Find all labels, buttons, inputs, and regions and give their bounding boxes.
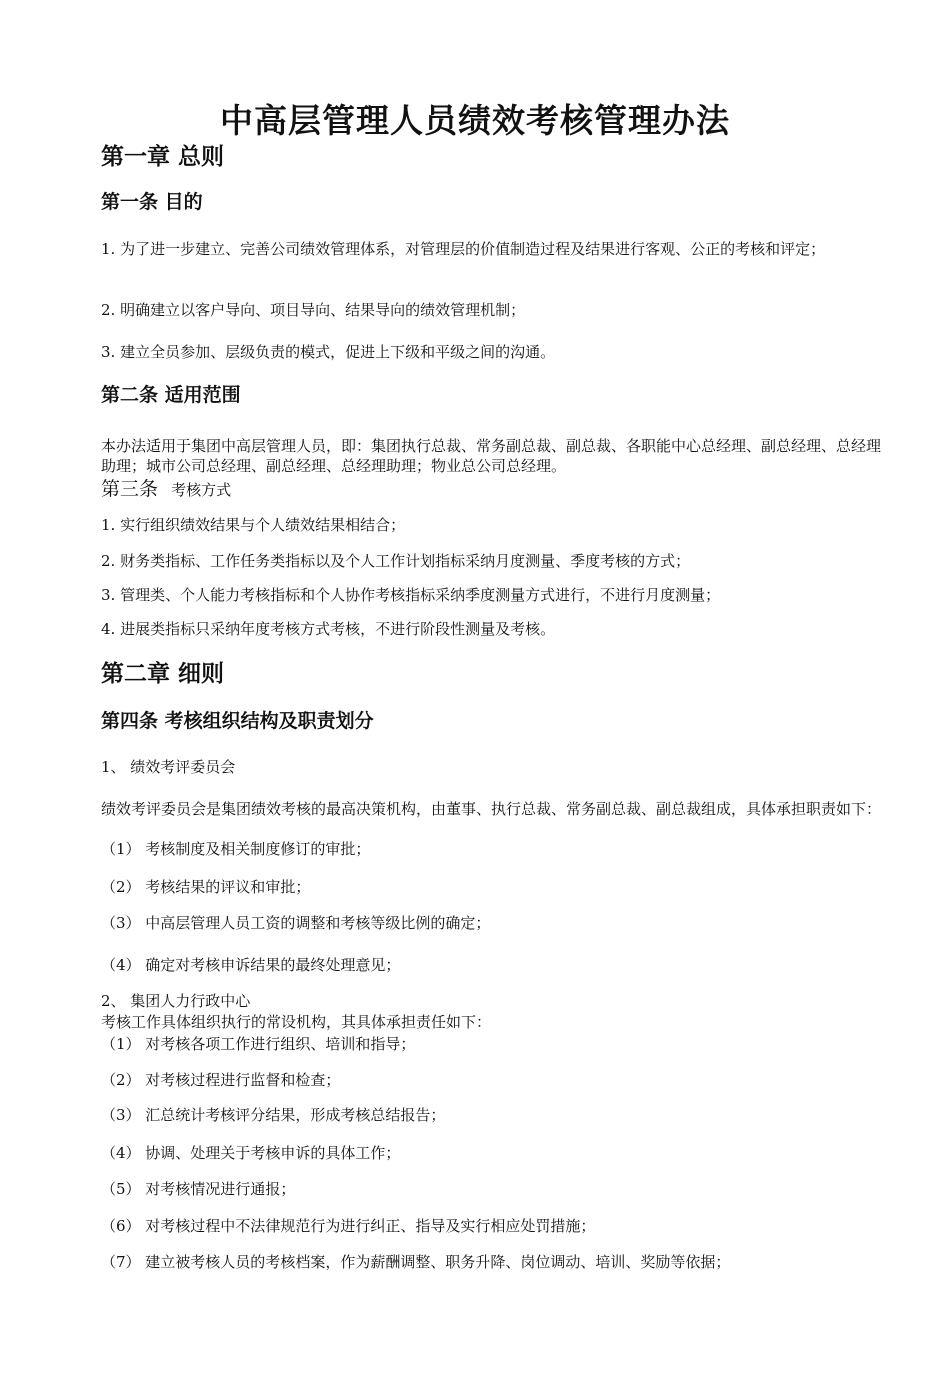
document-title: 中高层管理人员绩效考核管理办法 xyxy=(220,101,730,140)
section-2-item-4: （4） 协调、处理关于考核申诉的具体工作； xyxy=(101,1144,401,1162)
article-3-item-3: 3. 管理类、个人能力考核指标和个人协作考核指标采纳季度测量方式进行，不进行月度测量； xyxy=(101,586,721,604)
article-3-heading-main: 第三条 xyxy=(101,478,159,500)
section-1-item-1: （1） 考核制度及相关制度修订的审批； xyxy=(101,840,371,858)
chapter-1-heading: 第一章 总则 xyxy=(101,143,225,170)
article-2-text: 本办法适用于集团中高层管理人员，即：集团执行总裁、常务副总裁、副总裁、各职能中心总经理、副总经理、总经理助理；城市公司总经理、副总经理、总经理助理；物业总公司总经理。 xyxy=(101,437,882,475)
article-3-item-2: 2. 财务类指标、工作任务类指标以及个人工作计划指标采纳月度测量、季度考核的方式； xyxy=(101,552,691,570)
article-4-heading: 第四条 考核组织结构及职责划分 xyxy=(101,710,374,732)
section-1-intro: 绩效考评委员会是集团绩效考核的最高决策机构，由董事、执行总裁、常务副总裁、副总裁组成，具体承担职责如下： xyxy=(101,800,882,818)
section-2-heading: 2、 集团人力行政中心 xyxy=(101,992,251,1010)
article-1-item-3: 3. 建立全员参加、层级负责的模式，促进上下级和平级之间的沟通。 xyxy=(101,343,556,361)
section-2-item-5: （5） 对考核情况进行通报； xyxy=(101,1180,296,1198)
article-3-item-1: 1. 实行组织绩效结果与个人绩效结果相结合； xyxy=(101,516,406,534)
chapter-2-heading: 第二章 细则 xyxy=(101,660,225,687)
article-3-heading xyxy=(101,479,231,501)
section-2-item-6: （6） 对考核过程中不法律规范行为进行纠正、指导及实行相应处罚措施； xyxy=(101,1217,596,1235)
section-2-item-2: （2） 对考核过程进行监督和检查； xyxy=(101,1071,341,1089)
article-3-heading-sub: 考核方式 xyxy=(171,481,232,499)
article-3-item-4: 4. 进展类指标只采纳年度考核方式考核，不进行阶段性测量及考核。 xyxy=(101,620,556,638)
article-1-item-2: 2. 明确建立以客户导向、项目导向、结果导向的绩效管理机制； xyxy=(101,301,526,319)
section-2-item-1: （1） 对考核各项工作进行组织、培训和指导； xyxy=(101,1035,416,1053)
article-1-item-1: 1. 为了进一步建立、完善公司绩效管理体系，对管理层的价值制造过程及结果进行客观、公正的考核和评定； xyxy=(101,240,826,258)
section-1-item-2: （2） 考核结果的评议和审批； xyxy=(101,878,311,896)
article-2-heading: 第二条 适用范围 xyxy=(101,384,241,406)
article-1-heading: 第一条 目的 xyxy=(101,191,203,213)
section-2-item-7: （7） 建立被考核人员的考核档案，作为薪酬调整、职务升降、岗位调动、培训、奖励等依据； xyxy=(101,1253,731,1271)
section-1-heading: 1、 绩效考评委员会 xyxy=(101,758,236,776)
section-2-intro: 考核工作具体组织执行的常设机构，其具体承担责任如下： xyxy=(101,1013,492,1031)
section-1-item-3: （3） 中高层管理人员工资的调整和考核等级比例的确定； xyxy=(101,914,491,932)
section-1-item-4: （4） 确定对考核申诉结果的最终处理意见； xyxy=(101,956,401,974)
section-2-item-3: （3） 汇总统计考核评分结果，形成考核总结报告； xyxy=(101,1106,446,1124)
